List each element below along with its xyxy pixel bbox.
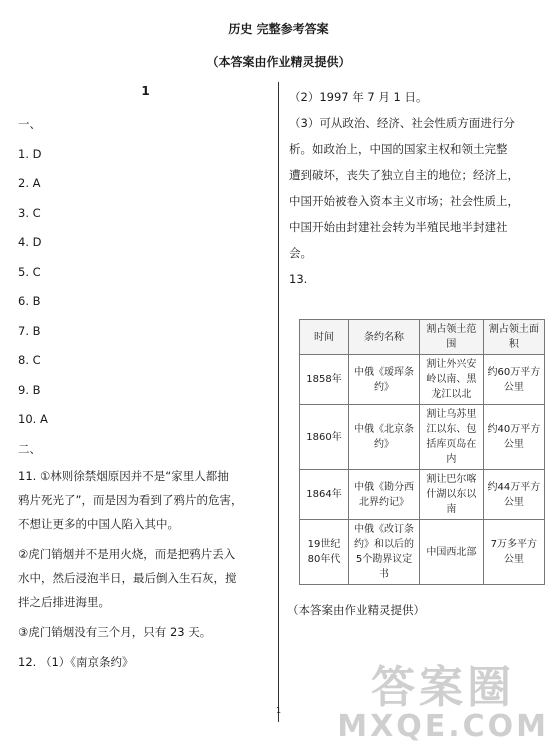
watermark-text: 答案圈 bbox=[371, 662, 516, 713]
cell-territory: 割让乌苏里江以东、包括库页岛在内 bbox=[420, 405, 484, 470]
answer-8: 8. C bbox=[18, 353, 41, 367]
table-row bbox=[300, 405, 545, 470]
answer-2: 2. A bbox=[18, 176, 41, 190]
treaty-table bbox=[299, 319, 545, 585]
watermark-url: MXQE.COM bbox=[337, 709, 549, 744]
q12-part-3-line-3: 遭到破坏，丧失了独立自主的地位；经济上， bbox=[289, 168, 519, 182]
q13-label: 13. bbox=[289, 272, 308, 286]
q11-line-3: 不想让更多的中国人陷入其中。 bbox=[18, 517, 179, 531]
q12-part-2: （2）1997 年 7 月 1 日。 bbox=[289, 90, 428, 104]
cell-territory: 中国西北部 bbox=[420, 520, 484, 585]
q12-part-3-line-1: （3）可从政治、经济、社会性质方面进行分 bbox=[289, 116, 515, 130]
answer-4: 4. D bbox=[18, 235, 42, 249]
cell-treaty: 中俄《勘分西北界约记》 bbox=[349, 470, 420, 520]
cell-area: 约40万平方公里 bbox=[483, 405, 544, 470]
table-row bbox=[300, 470, 545, 520]
q11-line-1: 11. ①林则徐禁烟原因并不是“家里人都抽 bbox=[18, 469, 229, 483]
page-title: 历史 完整参考答案 bbox=[228, 22, 329, 36]
q11-line-7: ③虎门销烟没有三个月，只有 23 天。 bbox=[18, 625, 212, 639]
header-treaty: 条约名称 bbox=[349, 320, 420, 355]
right-column bbox=[289, 84, 534, 292]
q11-line-2: 鸦片死光了”，而是因为看到了鸦片的危害， bbox=[18, 493, 243, 507]
table-row bbox=[300, 520, 545, 585]
footer-credit: （本答案由作业精灵提供） bbox=[287, 603, 425, 617]
answer-1: 1. D bbox=[18, 146, 42, 161]
answer-5: 5. C bbox=[18, 264, 41, 279]
left-column bbox=[18, 84, 273, 674]
header-time: 时间 bbox=[300, 320, 349, 355]
cell-area: 约60万平方公里 bbox=[483, 355, 544, 405]
q12-part-3-line-6: 会。 bbox=[289, 246, 312, 260]
cell-time: 1858年 bbox=[300, 355, 349, 405]
q11-line-4: ②虎门销烟并不是用火烧，而是把鸦片丢入 bbox=[18, 547, 236, 561]
part-two-heading: 二、 bbox=[18, 441, 41, 456]
part-one-heading: 一、 bbox=[18, 117, 41, 131]
q12-line-1: 12. （1）《南京条约》 bbox=[18, 655, 134, 669]
cell-treaty: 中俄《北京条约》 bbox=[349, 405, 420, 470]
q12-part-3-line-2: 析。如政治上，中国的国家主权和领土完整 bbox=[289, 142, 508, 156]
section-number: 1 bbox=[141, 84, 150, 98]
cell-territory: 割让巴尔喀什湖以东以南 bbox=[420, 470, 484, 520]
q11-line-5: 水中，然后浸泡半日，最后倒入生石灰，搅 bbox=[18, 571, 237, 585]
answer-10: 10. A bbox=[18, 412, 48, 426]
answer-6: 6. B bbox=[18, 294, 41, 308]
cell-time: 19世纪80年代 bbox=[300, 520, 349, 585]
column-divider bbox=[278, 82, 279, 722]
header-area: 割占领土面积 bbox=[483, 320, 544, 355]
answer-9: 9. B bbox=[18, 382, 41, 397]
cell-time: 1864年 bbox=[300, 470, 349, 520]
table-row bbox=[300, 355, 545, 405]
cell-territory: 割让外兴安岭以南、黑龙江以北 bbox=[420, 355, 484, 405]
page-number: 1 bbox=[275, 706, 282, 715]
cell-treaty: 中俄《瑷珲条约》 bbox=[349, 355, 420, 405]
header-territory: 割占领土范围 bbox=[420, 320, 484, 355]
answer-3: 3. C bbox=[18, 205, 41, 220]
cell-area: 7万多平方公里 bbox=[483, 520, 544, 585]
q12-part-3-line-4: 中国开始被卷入资本主义市场；社会性质上， bbox=[289, 194, 519, 208]
cell-area: 约44万平方公里 bbox=[483, 470, 544, 520]
watermark-logo bbox=[337, 664, 549, 742]
cell-time: 1860年 bbox=[300, 405, 349, 470]
q11-line-6: 拌之后排进海里。 bbox=[18, 595, 110, 609]
cell-treaty: 中俄《改订条约》和以后的5个勘界议定书 bbox=[349, 520, 420, 585]
table-header-row bbox=[300, 320, 545, 355]
page-subtitle: （本答案由作业精灵提供） bbox=[206, 55, 351, 69]
answer-7: 7. B bbox=[18, 323, 41, 338]
q12-part-3-line-5: 中国开始由封建社会转为半殖民地半封建社 bbox=[289, 220, 508, 234]
